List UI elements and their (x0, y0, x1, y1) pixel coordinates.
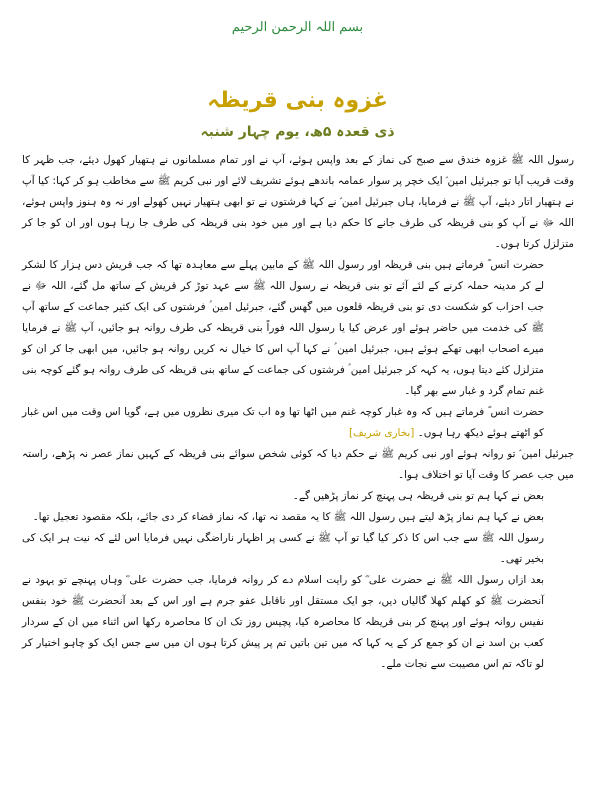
paragraph-2: حضرت انس ؓ فرماتے ہیں بنی قریظہ اور رسول اللہ ﷺ کے مابین پہلے سے معاہدہ تھا کہ جب قریش دس ہزار کا لشکر لے کر مدینہ حملہ کرنے کے لئے آئے تو بنی قریظہ نے رسول اللہ ﷺ سے عہد توڑ کر قریش کے ساتھ مل گئے، اللہ ﷻ نے جب احزاب کو شکست دی تو بنی قریظہ قلعوں میں گھس گئے، جبرئیل امین ؑ فرشتوں کی ایک کثیر جماعت کے ساتھ آپ ﷺ کی خدمت میں حاضر ہوئے اور عرض کیا یا رسول اللہ فوراً بنی قریظہ کی طرف روانہ ہو جائیں، آپ ﷺ نے فرمایا میرے اصحاب ابھی تھکے ہوئے ہیں، جبرئیل امین ؑ نے کہا آپ اس کا خیال نہ کریں روانہ ہو جائیں، میں ابھی جا کر ان کو متزلزل کئے دیتا ہوں، یہ کہہ کر جبرئیل امین ؑ فرشتوں کی جماعت کے ساتھ بنی قریظہ کی طرف روانہ ہو گئے کوچہ بنی غنم تمام گرد و غبار سے بھر گیا۔ (22, 259, 545, 397)
paragraph-3 (22, 402, 574, 444)
date-line: ذی قعدہ ۵ھ، یوم چہار شنبہ (200, 124, 395, 140)
paragraph-7: رسول اللہ ﷺ سے جب اس کا ذکر کیا گیا تو آپ ﷺ نے کسی پر اظہار ناراضگی نہیں فرمایا اس لئے کہ نیت ہر ایک کی بخیر تھی۔ (22, 532, 544, 565)
page-title: غزوہ بنی قریظہ (207, 88, 388, 113)
paragraph-4: جبرئیل امین ؑ تو روانہ ہوئے اور نبی کریم ﷺ نے حکم دیا کہ کوئی شخص سوائے بنی قریظہ کے کہیں نماز عصر نہ پڑھے، راستہ میں جب عصر کا وقت آیا تو اختلاف ہوا۔ (22, 448, 574, 481)
paragraph-5: بعض نے کہا ہم تو بنی قریظہ ہی پہنچ کر نماز پڑھیں گے۔ (292, 490, 544, 502)
reference-citation: [بخاری شریف] (348, 427, 415, 439)
paragraph-6: بعض نے کہا ہم نماز پڑھ لیتے ہیں رسول اللہ ﷺ کا یہ مقصد نہ تھا، کہ نماز قضاء کر دی جائے، بلکہ مقصود تعجیل تھا۔ (32, 511, 544, 523)
paragraph-1: رسول اللہ ﷺ غزوہ خندق سے صبح کی نماز کے بعد واپس ہوئے، آپ نے اور تمام مسلمانوں نے ہتھیار کھول دیئے، جب ظہر کا وقت قریب آیا تو جبرئیل امین ؑ ایک خچر پر سوار عمامہ باندھے ہوئے تشریف لائے اور نبی کریم ﷺ سے مخاطب ہو کر کہا: کیا آپ نے ہتھیار اتار دیئے، آپ ﷺ نے فرمایا، ہاں جبرئیل امین ؑ نے کہا فرشتوں نے تو ابھی ہتھیار نہیں کھولے اور نہ وہ ہنوز واپس ہوئے، اللہ ﷻ نے آپ کو بنی قریظہ کی طرف جانے کا حکم دیا ہے اور میں خود بنی قریظہ کی طرف جا رہا ہوں اور ان کو جا کر متزلزل کرتا ہوں۔ (22, 154, 574, 250)
paragraph-3-text: حضرت انس ؓ فرماتے ہیں کہ وہ غبار کوچہ غنم میں اٹھا تھا وہ اب تک میری نظروں میں ہے، گویا اس وقت میں اس غبار کو اٹھتے ہوئے دیکھ رہا ہوں۔ (22, 406, 544, 439)
paragraph-8: بعد ازاں رسول اللہ ﷺ نے حضرت علی ؓ کو رایت اسلام دے کر روانہ فرمایا، جب حضرت علی ؓ وہاں پہنچے تو یہود نے آنحضرت ﷺ کو کھلم کھلا گالیاں دیں، جو ایک مستقل اور ناقابل عفو جرم ہے اور اس کے بعد آنحضرت ﷺ خود بنفس نفیس روانہ ہوئے اور پہنچ کر بنی قریظہ کا محاصرہ کیا، پچیس روز تک ان کا محاصرہ رکھا اس اثناء میں ان کے سردار کعب بن اسد نے ان کو جمع کر کے یہ کہا کہ میں تین باتیں تم پر پیش کرتا ہوں ان میں سے جس ایک کو چاہو اختیار کر لو تاکہ تم اس مصیبت سے نجات ملے۔ (22, 574, 544, 670)
article-body (22, 150, 574, 675)
bismillah-header: بسم اللہ الرحمن الرحیم (231, 20, 364, 35)
